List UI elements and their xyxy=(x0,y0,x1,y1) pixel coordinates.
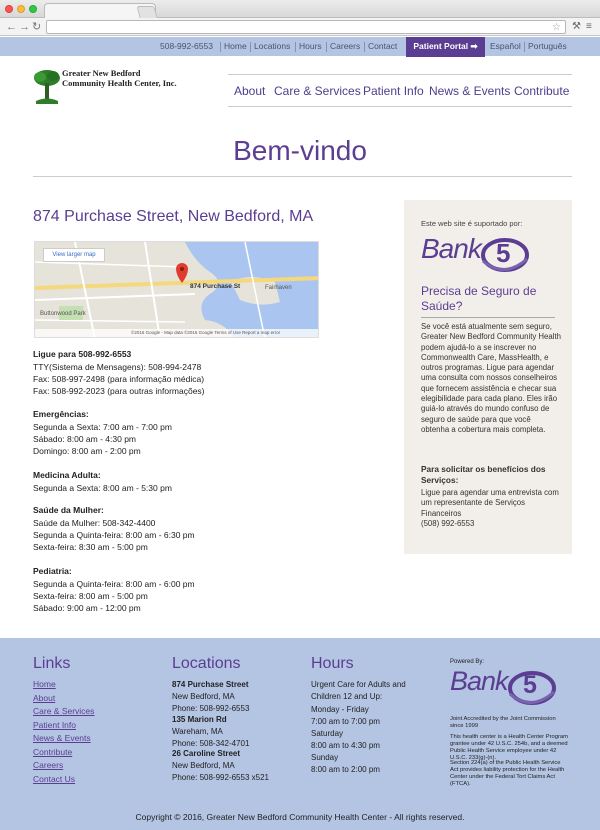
contact-block xyxy=(33,348,205,397)
grantee-text: This health center is a Health Center Program grantee under 42 U.S.C. 254b, and a deemed Public Health Service employee under 42 U.S.C. 233(g)-(n). xyxy=(450,734,568,761)
nav-patient-info[interactable]: Patient Info xyxy=(363,84,424,98)
benefits-phone: (508) 992-6553 xyxy=(421,519,475,528)
utility-link-locations[interactable]: Locations xyxy=(254,41,291,51)
wrench-icon[interactable]: ⚒ xyxy=(572,21,581,32)
title-divider xyxy=(33,176,572,177)
language-portuguese[interactable]: Português xyxy=(528,41,567,51)
hours-line: Segunda a Quinta-feira: 8:00 am - 6:30 pm xyxy=(33,530,195,540)
tree-logo-icon[interactable] xyxy=(33,68,61,108)
utility-divider xyxy=(295,42,296,52)
location-city: New Bedford, MA xyxy=(172,691,235,701)
bank5-number: 5 xyxy=(496,238,511,268)
footer-link-patient-info[interactable]: Patient Info xyxy=(33,719,77,730)
question-divider xyxy=(421,317,555,318)
benefits-heading: Para solicitar os benefícios dos Serviços: xyxy=(421,464,546,485)
nav-care-services[interactable]: Care & Services xyxy=(274,84,361,98)
patient-portal-button[interactable]: Patient Portal ➡ xyxy=(406,37,485,57)
footer-link-contribute[interactable]: Contribute xyxy=(33,746,73,757)
map-place-buttonwood: Buttonwood Park xyxy=(40,311,86,317)
footer-link-news-events[interactable]: News & Events xyxy=(33,733,91,743)
hours-section-title: Pediatria: xyxy=(33,566,72,576)
utility-divider xyxy=(250,42,251,52)
footer-link-contact-us[interactable]: Contact Us xyxy=(33,773,76,784)
hours-line: Sexta-feira: 8:30 am - 5:00 pm xyxy=(33,542,148,552)
footer xyxy=(0,638,600,830)
footer-location xyxy=(172,679,249,714)
forward-icon[interactable]: → xyxy=(19,21,30,33)
bookmark-star-icon[interactable]: ☆ xyxy=(552,22,561,33)
utility-link-careers[interactable]: Careers xyxy=(330,41,361,51)
location-city: Wareham, MA xyxy=(172,726,223,736)
accreditation-text: Joint Accredited by the Joint Commission since 1999 xyxy=(450,716,556,729)
hours-day: Monday - Friday xyxy=(311,705,369,714)
new-tab-button[interactable] xyxy=(136,6,157,18)
footer-locations-title: Locations xyxy=(172,655,241,672)
hours-emergency xyxy=(33,408,172,457)
map-footer: ©2016 Google - Map data ©2016 Google Terms of Use Report a map error xyxy=(35,329,318,337)
page-title: Bem-vindo xyxy=(233,135,367,166)
hours-pediatrics xyxy=(33,565,195,614)
hours-line: Domingo: 8:00 am - 2:00 pm xyxy=(33,446,141,456)
utility-link-hours[interactable]: Hours xyxy=(299,41,322,51)
browser-toolbar xyxy=(0,18,600,36)
fax-medical-line: Fax: 508-997-2498 (para informação médica) xyxy=(33,374,205,384)
hours-section-title: Medicina Adulta: xyxy=(33,470,101,480)
bank5-wordmark: Bank xyxy=(450,666,508,696)
ftca-text: Section 224(a) of the Public Health Service Act provides liability protection for the Health Center under the Federal Tort Claims Act (FTCA). xyxy=(450,760,565,787)
fax-other-line: Fax: 508-992-2023 (para outras informações) xyxy=(33,386,205,396)
footer-location xyxy=(172,748,269,783)
hours-line: Segunda a Sexta: 8:00 am - 5:30 pm xyxy=(33,483,172,493)
location-phone: Phone: 508-992-6553 xyxy=(172,703,250,713)
organization-name[interactable] xyxy=(62,68,192,88)
location-phone: Phone: 508-992-6553 x521 xyxy=(172,772,269,782)
bank5-logo[interactable] xyxy=(421,233,531,277)
hours-adult-medicine xyxy=(33,469,172,494)
hours-womens-health xyxy=(33,504,195,553)
insurance-question-heading: Precisa de Seguro de Saúde? xyxy=(421,284,537,313)
bank5-wordmark: Bank xyxy=(421,233,481,264)
address-heading: 874 Purchase Street, New Bedford, MA xyxy=(33,208,314,225)
browser-titlebar xyxy=(0,0,600,18)
insurance-text: Se você está atualmente sem seguro, Greater New Bedford Community Health podem ajudá-lo a se inscrever no Commonwealth Care, MassHealth, e outros programas. Ligue para agendar uma consulta com nossos conselheiros que fornecem assistência e checar sua elegibilidade para cada plano. Eles irão guiá-lo através do mundo confuso de seguro de saúde para que você obtenha a cobertura mais completa. xyxy=(421,322,561,434)
utility-link-home[interactable]: Home xyxy=(224,41,247,51)
footer-hours-row xyxy=(311,752,380,776)
map-place-fairhaven: Fairhaven xyxy=(265,285,292,291)
utility-phone: 508-992-6553 xyxy=(160,41,213,51)
footer-link-care-services[interactable]: Care & Services xyxy=(33,706,95,716)
footer-hours-title: Hours xyxy=(311,655,354,672)
footer-hours-row xyxy=(311,728,380,752)
hours-section-title: Emergências: xyxy=(33,409,89,419)
footer-bank5-logo[interactable] xyxy=(450,666,560,710)
hours-line: Segunda a Quinta-feira: 8:00 am - 6:00 pm xyxy=(33,579,195,589)
hours-day: Saturday xyxy=(311,729,344,738)
sidebar xyxy=(404,200,572,554)
hours-day: Sunday xyxy=(311,753,339,762)
bank5-number: 5 xyxy=(523,671,537,699)
supported-by-text: Este web site é suportado por: xyxy=(421,219,523,228)
footer-hours-intro: Urgent Care for Adults and Children 12 and Up: xyxy=(311,680,406,701)
utility-divider xyxy=(364,42,365,52)
powered-by-text: Powered By: xyxy=(450,659,485,665)
location-name: 874 Purchase Street xyxy=(172,680,249,689)
nav-about[interactable]: About xyxy=(234,84,266,98)
tty-line: TTY(Sistema de Mensagens): 508-994-2478 xyxy=(33,362,202,372)
hours-time: 8:00 am to 4:30 pm xyxy=(311,740,380,750)
address-text xyxy=(47,27,51,36)
language-spanish[interactable]: Español xyxy=(490,41,521,51)
location-name: 26 Caroline Street xyxy=(172,749,241,758)
close-window-icon[interactable] xyxy=(5,5,13,13)
location-city: New Bedford, MA xyxy=(172,760,235,770)
nav-news-events[interactable]: News & Events xyxy=(429,84,511,98)
copyright: Copyright © 2016, Greater New Bedford Community Health Center - All rights reserved. xyxy=(135,812,465,822)
view-larger-map-button[interactable]: View larger map xyxy=(43,248,105,262)
hours-line: Sábado: 9:00 am - 12:00 pm xyxy=(33,603,141,613)
reload-icon[interactable]: ↻ xyxy=(32,21,42,33)
hours-line: Sábado: 8:00 am - 4:30 pm xyxy=(33,434,137,444)
utility-link-contact[interactable]: Contact xyxy=(368,41,398,51)
footer-location xyxy=(172,714,249,749)
org-name-line-2: Community Health Center, Inc. xyxy=(62,78,177,88)
utility-divider xyxy=(524,42,525,52)
footer-link-careers[interactable]: Careers xyxy=(33,760,64,770)
benefits-text: Ligue para agendar uma entrevista com um representante de Serviços Financeiros xyxy=(421,488,559,518)
footer-link-about[interactable]: About xyxy=(33,692,56,703)
footer-hours-row xyxy=(311,704,380,728)
hours-line: Saúde da Mulher: 508-342-4400 xyxy=(33,518,156,528)
hours-line: Segunda a Sexta: 7:00 am - 7:00 pm xyxy=(33,422,172,432)
address-bar[interactable] xyxy=(46,20,566,34)
hours-line: Sexta-feira: 8:00 am - 5:00 pm xyxy=(33,591,148,601)
minimize-window-icon[interactable] xyxy=(17,5,25,13)
utility-bar xyxy=(0,37,600,56)
hours-section-title: Saúde da Mulher: xyxy=(33,505,104,515)
location-phone: Phone: 508-342-4701 xyxy=(172,738,250,748)
footer-link-home[interactable]: Home xyxy=(33,679,56,689)
hours-time: 7:00 am to 7:00 pm xyxy=(311,716,380,726)
location-name: 135 Marion Rd xyxy=(172,715,227,724)
map-pin-label: 874 Purchase St xyxy=(190,283,241,290)
org-name-line-1: Greater New Bedford xyxy=(62,68,141,78)
menu-icon[interactable]: ≡ xyxy=(586,21,592,32)
main-navigation xyxy=(228,74,572,107)
maximize-window-icon[interactable] xyxy=(29,5,37,13)
hours-time: 8:00 am to 2:00 pm xyxy=(311,764,380,774)
utility-divider xyxy=(326,42,327,52)
utility-divider xyxy=(220,42,221,52)
location-map[interactable] xyxy=(34,241,319,338)
nav-contribute[interactable]: Contribute xyxy=(514,84,570,98)
phone-heading: Ligue para 508-992-6553 xyxy=(33,349,132,359)
footer-links-title: Links xyxy=(33,655,71,672)
back-icon[interactable]: ← xyxy=(6,21,17,33)
